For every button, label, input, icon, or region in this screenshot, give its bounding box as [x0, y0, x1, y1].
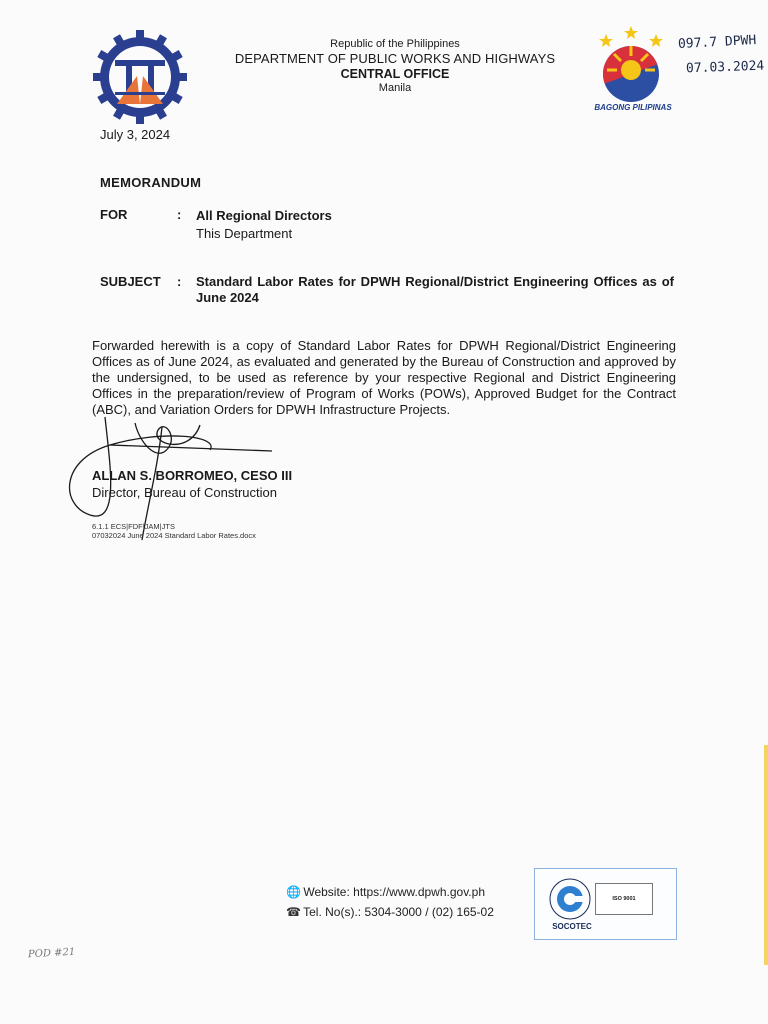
socotec-name: SOCOTEC — [552, 922, 592, 931]
socotec-emblem — [545, 875, 595, 923]
reference-initials: 6.1.1 ECS|FDF|JAM|JTS — [92, 522, 175, 531]
dpwh-logo — [93, 30, 187, 124]
received-number: 097.7 DPWH — [677, 32, 757, 53]
letterhead — [200, 38, 590, 95]
for-recipient-sub: This Department — [196, 226, 293, 241]
signatory-title: Director, Bureau of Construction — [92, 485, 277, 500]
reference-block — [92, 522, 256, 540]
footer-contact — [286, 882, 494, 922]
subject-text: Standard Labor Rates for DPWH Regional/District Engineering Offices as of June 2024 — [196, 274, 674, 305]
subject-colon: : — [177, 274, 182, 289]
socotec-certification-badge — [534, 868, 677, 940]
phone-icon: ☎ — [286, 905, 301, 919]
memo-body: Forwarded herewith is a copy of Standard Labor Rates for DPWH Regional/District Engineering Offices as of June 2024, as evaluated and generated by the Bureau of Construction and approved by the undersigned, to be used as reference by your respective Regional and District Engineering Offices in the preparation/review of Program of Works (POWs), Approved Budget for the Contract (ABC), and Variation Orders for DPWH Infrastructure Projects. — [92, 338, 676, 417]
for-colon: : — [177, 207, 182, 222]
office-name: CENTRAL OFFICE — [340, 67, 450, 81]
memo-heading: MEMORANDUM — [100, 175, 202, 190]
for-label: FOR — [100, 207, 128, 222]
signatory-name: ALLAN S. BORROMEO, CESO III — [92, 468, 293, 483]
bagong-pilipinas-caption: BAGONG PILIPINAS — [594, 103, 672, 112]
for-recipient: All Regional Directors — [196, 208, 332, 223]
globe-icon: 🌐 — [286, 885, 301, 899]
received-date: 07.03.2024 — [685, 58, 765, 77]
republic-line: Republic of the Philippines — [330, 38, 460, 50]
tel-text: Tel. No(s).: 5304-3000 / (02) 165-02 — [303, 905, 494, 919]
for-recipient-block — [196, 207, 332, 243]
memo-date: July 3, 2024 — [100, 127, 171, 142]
website-row — [286, 882, 494, 902]
tel-row — [286, 902, 494, 922]
subject-label: SUBJECT — [100, 274, 161, 289]
corner-handwritten-note: POD #21 — [27, 946, 76, 961]
office-city: Manila — [378, 82, 412, 94]
website-text: Website: https://www.dpwh.gov.ph — [303, 885, 485, 899]
department-name: DEPARTMENT OF PUBLIC WORKS AND HIGHWAYS — [234, 51, 556, 66]
iso-standard: ISO 9001 — [595, 883, 653, 915]
bagong-pilipinas-logo — [592, 24, 670, 104]
scan-edge-mark — [764, 745, 768, 965]
reference-filename: 07032024 June 2024 Standard Labor Rates.docx — [92, 531, 256, 540]
